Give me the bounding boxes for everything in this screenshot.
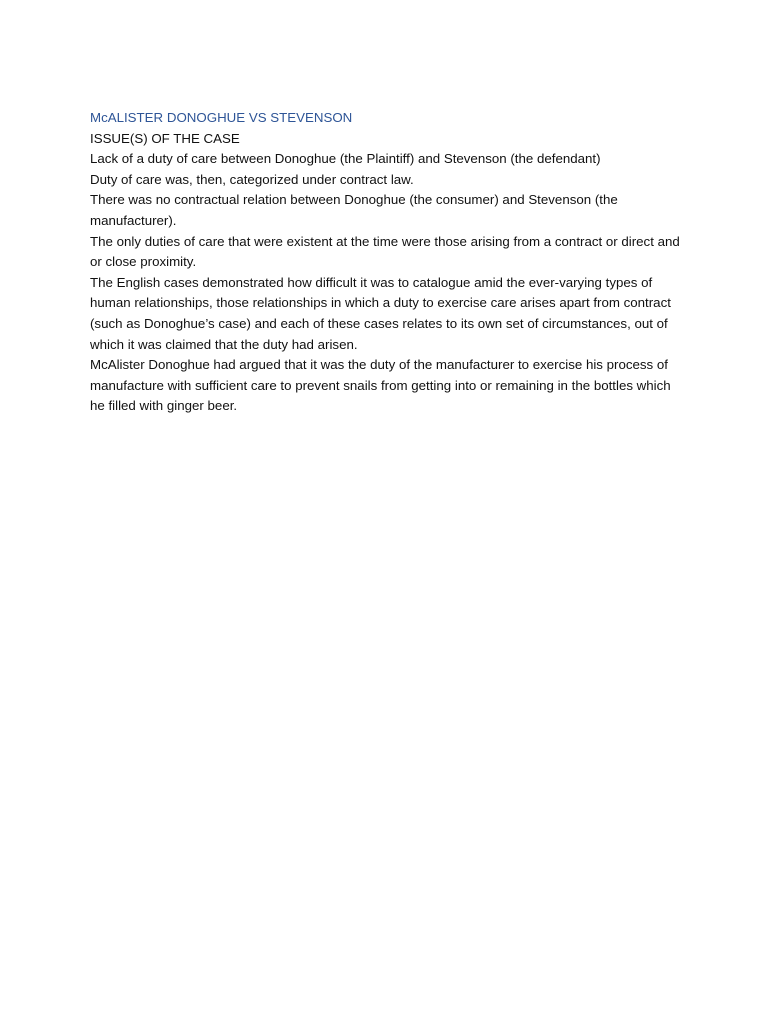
paragraph-duty-lack: Lack of a duty of care between Donoghue (the Plaintiff) and Stevenson (the defendant) [90,151,601,167]
paragraph-argument: McAlister Donoghue had argued that it was the duty of the manufacturer to exercise his process of manufacture with sufficient care to prevent snails from getting into or remaining in the bottles which he filled with ginger beer. [90,357,671,414]
document-title: McALISTER DONOGHUE VS STEVENSON [90,110,353,125]
paragraph-existing-duties: The only duties of care that were existent at the time were those arising from a contract or direct and or close proximity. [90,233,680,270]
section-heading: ISSUE(S) OF THE CASE [90,130,240,146]
paragraph-english-cases: The English cases demonstrated how difficult it was to catalogue amid the ever-varying types of human relationships, those relationships in which a duty to exercise care arises apart from contract (such as Donoghue’s case) and each of these cases relates to its own set of circumstances, out of which it was claimed that the duty had arisen. [90,274,671,352]
paragraph-contract-law: Duty of care was, then, categorized under contract law. [90,171,414,187]
document-body [90,108,685,417]
paragraph-no-contract: There was no contractual relation between Donoghue (the consumer) and Stevenson (the manufacturer). [90,192,618,228]
